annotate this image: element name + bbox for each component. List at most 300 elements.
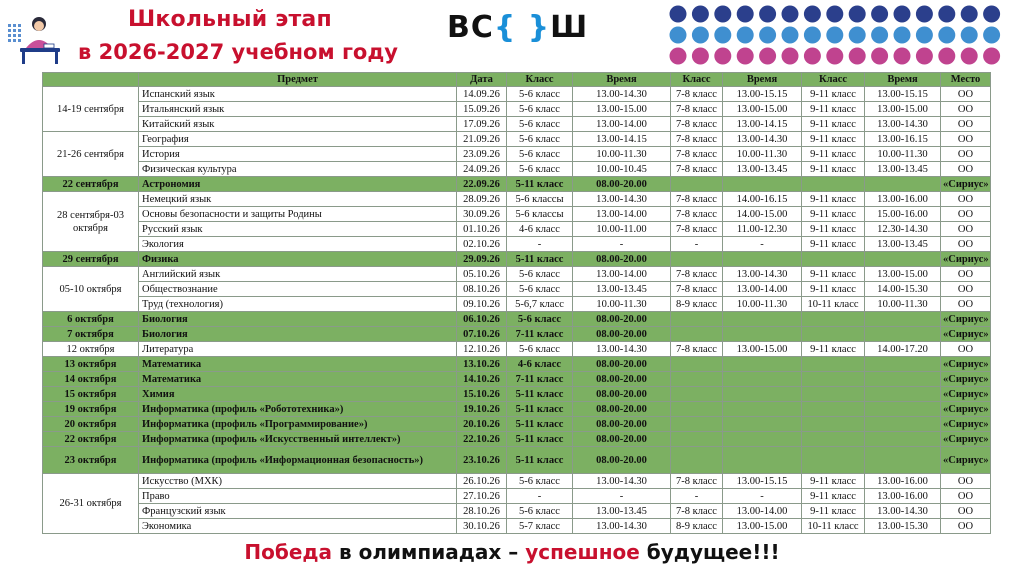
col-header: Класс: [671, 73, 723, 87]
vsosh-logo: [447, 10, 588, 45]
table-row: [43, 417, 991, 432]
table-row: [43, 132, 991, 147]
decorative-dot: [871, 48, 888, 65]
date-cell: 30.09.26: [457, 207, 507, 222]
c3-cell: 9-11 класс: [802, 192, 865, 207]
t3-cell: [865, 177, 941, 192]
table-row: [43, 402, 991, 417]
t1-cell: 13.00-14.15: [573, 132, 671, 147]
c2-cell: 7-8 класс: [671, 147, 723, 162]
place-cell: «Сириус»: [941, 177, 991, 192]
c3-cell: 9-11 класс: [802, 132, 865, 147]
place-cell: ОО: [941, 147, 991, 162]
date-cell: 02.10.26: [457, 237, 507, 252]
c1-cell: 5-11 класс: [507, 177, 573, 192]
t3-cell: 10.00-11.30: [865, 147, 941, 162]
c3-cell: [802, 447, 865, 474]
t2-cell: 13.00-14.00: [723, 504, 802, 519]
place-cell: «Сириус»: [941, 357, 991, 372]
place-cell: ОО: [941, 504, 991, 519]
t3-cell: [865, 372, 941, 387]
table-row: [43, 447, 991, 474]
logo-text-left: ВС: [447, 10, 494, 45]
t2-cell: [723, 402, 802, 417]
c3-cell: [802, 402, 865, 417]
date-cell: 22.10.26: [457, 432, 507, 447]
c1-cell: 5-11 класс: [507, 402, 573, 417]
decorative-dot: [849, 27, 866, 44]
table-row: [43, 207, 991, 222]
date-cell: 14.09.26: [457, 87, 507, 102]
t3-cell: 10.00-11.30: [865, 297, 941, 312]
logo-text-right: Ш: [550, 10, 589, 45]
place-cell: «Сириус»: [941, 252, 991, 267]
t3-cell: 13.00-15.00: [865, 267, 941, 282]
decorative-dot: [961, 27, 978, 44]
c1-cell: 5-6 класс: [507, 474, 573, 489]
c2-cell: 7-8 класс: [671, 267, 723, 282]
decorative-dot: [737, 48, 754, 65]
decorative-dot: [938, 27, 955, 44]
c2-cell: 8-9 класс: [671, 297, 723, 312]
period-cell: 22 сентября: [43, 177, 139, 192]
c3-cell: 10-11 класс: [802, 519, 865, 534]
subject-cell: Биология: [139, 312, 457, 327]
subject-cell: География: [139, 132, 457, 147]
t3-cell: [865, 327, 941, 342]
period-cell: 14-19 сентября: [43, 87, 139, 132]
period-cell: 23 октября: [43, 447, 139, 474]
c3-cell: [802, 372, 865, 387]
decorative-dot: [670, 6, 687, 23]
t1-cell: 08.00-20.00: [573, 327, 671, 342]
place-cell: ОО: [941, 342, 991, 357]
c2-cell: 7-8 класс: [671, 102, 723, 117]
c3-cell: 10-11 класс: [802, 297, 865, 312]
t1-cell: 13.00-14.00: [573, 207, 671, 222]
slogan-part: Победа: [244, 540, 333, 564]
t3-cell: [865, 402, 941, 417]
decorative-dot: [692, 48, 709, 65]
date-cell: 23.09.26: [457, 147, 507, 162]
period-cell: 20 октября: [43, 417, 139, 432]
subject-cell: Обществознание: [139, 282, 457, 297]
c2-cell: [671, 357, 723, 372]
t2-cell: 13.00-15.00: [723, 519, 802, 534]
t3-cell: [865, 432, 941, 447]
c2-cell: 7-8 класс: [671, 222, 723, 237]
t2-cell: 13.00-15.15: [723, 87, 802, 102]
table-row: [43, 222, 991, 237]
c3-cell: 9-11 класс: [802, 267, 865, 282]
decorative-dot: [714, 27, 731, 44]
t1-cell: 13.00-14.30: [573, 519, 671, 534]
c1-cell: 5-6 класс: [507, 504, 573, 519]
period-cell: 15 октября: [43, 387, 139, 402]
c2-cell: 7-8 класс: [671, 207, 723, 222]
table-row: [43, 387, 991, 402]
t1-cell: 08.00-20.00: [573, 432, 671, 447]
c2-cell: -: [671, 237, 723, 252]
decorative-dot: [849, 6, 866, 23]
date-cell: 15.09.26: [457, 102, 507, 117]
table-row: [43, 519, 991, 534]
decorative-dot: [759, 6, 776, 23]
date-cell: 14.10.26: [457, 372, 507, 387]
t2-cell: -: [723, 489, 802, 504]
t1-cell: 10.00-11.30: [573, 297, 671, 312]
t1-cell: 10.00-11.30: [573, 147, 671, 162]
t1-cell: 13.00-15.00: [573, 102, 671, 117]
t1-cell: 10.00-11.00: [573, 222, 671, 237]
subject-cell: Французский язык: [139, 504, 457, 519]
place-cell: «Сириус»: [941, 417, 991, 432]
col-header: Время: [723, 73, 802, 87]
c1-cell: -: [507, 237, 573, 252]
table-row: [43, 312, 991, 327]
c3-cell: 9-11 класс: [802, 342, 865, 357]
subject-cell: Труд (технология): [139, 297, 457, 312]
table-row: [43, 474, 991, 489]
decorative-dot: [670, 27, 687, 44]
period-cell: 14 октября: [43, 372, 139, 387]
t3-cell: 13.00-16.00: [865, 192, 941, 207]
logo-braces: { }: [493, 10, 551, 45]
decorative-dot: [782, 48, 799, 65]
c1-cell: 5-6,7 класс: [507, 297, 573, 312]
decorative-dots: [668, 5, 1008, 67]
t3-cell: 14.00-17.20: [865, 342, 941, 357]
place-cell: ОО: [941, 207, 991, 222]
decorative-dot: [983, 6, 1000, 23]
page-subtitle: в 2026-2027 учебном году: [78, 40, 398, 64]
c1-cell: 5-6 класс: [507, 147, 573, 162]
c3-cell: [802, 177, 865, 192]
date-cell: 23.10.26: [457, 447, 507, 474]
c1-cell: -: [507, 489, 573, 504]
t3-cell: 15.00-16.00: [865, 207, 941, 222]
c2-cell: [671, 432, 723, 447]
t3-cell: 14.00-15.30: [865, 282, 941, 297]
date-cell: 17.09.26: [457, 117, 507, 132]
date-cell: 07.10.26: [457, 327, 507, 342]
t1-cell: 08.00-20.00: [573, 252, 671, 267]
c2-cell: [671, 447, 723, 474]
c3-cell: 9-11 класс: [802, 207, 865, 222]
t2-cell: [723, 432, 802, 447]
c3-cell: 9-11 класс: [802, 237, 865, 252]
date-cell: 22.09.26: [457, 177, 507, 192]
t2-cell: 14.00-15.00: [723, 207, 802, 222]
t3-cell: [865, 447, 941, 474]
t1-cell: 13.00-14.30: [573, 192, 671, 207]
c1-cell: 5-6 класс: [507, 267, 573, 282]
table-row: [43, 489, 991, 504]
subject-cell: Химия: [139, 387, 457, 402]
place-cell: «Сириус»: [941, 402, 991, 417]
t1-cell: 13.00-14.30: [573, 342, 671, 357]
place-cell: «Сириус»: [941, 432, 991, 447]
c2-cell: 7-8 класс: [671, 474, 723, 489]
col-header: Время: [865, 73, 941, 87]
t3-cell: 12.30-14.30: [865, 222, 941, 237]
place-cell: ОО: [941, 267, 991, 282]
decorative-dot: [782, 6, 799, 23]
decorative-dot: [894, 6, 911, 23]
t2-cell: 10.00-11.30: [723, 297, 802, 312]
c3-cell: 9-11 класс: [802, 147, 865, 162]
period-cell: 6 октября: [43, 312, 139, 327]
col-header: Время: [573, 73, 671, 87]
t3-cell: [865, 417, 941, 432]
page-title: Школьный этап: [128, 7, 332, 32]
date-cell: 26.10.26: [457, 474, 507, 489]
t2-cell: 13.00-15.15: [723, 474, 802, 489]
decorative-dot: [826, 6, 843, 23]
table-row: [43, 117, 991, 132]
decorative-dot: [894, 27, 911, 44]
period-cell: 28 сентября-03 октября: [43, 192, 139, 252]
decorative-dot: [916, 48, 933, 65]
t1-cell: 13.00-13.45: [573, 504, 671, 519]
date-cell: 21.09.26: [457, 132, 507, 147]
t1-cell: -: [573, 489, 671, 504]
c1-cell: 5-11 класс: [507, 417, 573, 432]
decorative-dot: [782, 27, 799, 44]
table-row: [43, 192, 991, 207]
t2-cell: 10.00-11.30: [723, 147, 802, 162]
table-row: [43, 147, 991, 162]
t3-cell: 13.00-16.00: [865, 489, 941, 504]
c2-cell: [671, 372, 723, 387]
c1-cell: 4-6 класс: [507, 222, 573, 237]
t2-cell: [723, 312, 802, 327]
t2-cell: -: [723, 237, 802, 252]
t2-cell: [723, 387, 802, 402]
c3-cell: 9-11 класс: [802, 87, 865, 102]
table-header-row: [43, 73, 991, 87]
decorative-dot: [692, 27, 709, 44]
decorative-dot: [826, 48, 843, 65]
subject-cell: Физическая культура: [139, 162, 457, 177]
decorative-dot: [692, 6, 709, 23]
subject-cell: Информатика (профиль «Искусственный интеллект»): [139, 432, 457, 447]
table-row: [43, 237, 991, 252]
t3-cell: 13.00-14.30: [865, 504, 941, 519]
subject-cell: Литература: [139, 342, 457, 357]
table-row: [43, 297, 991, 312]
subject-cell: Немецкий язык: [139, 192, 457, 207]
period-cell: 7 октября: [43, 327, 139, 342]
c2-cell: 7-8 класс: [671, 192, 723, 207]
t2-cell: [723, 327, 802, 342]
c3-cell: 9-11 класс: [802, 222, 865, 237]
c2-cell: [671, 312, 723, 327]
c1-cell: 5-6 класс: [507, 282, 573, 297]
subject-cell: Русский язык: [139, 222, 457, 237]
subject-cell: История: [139, 147, 457, 162]
date-cell: 30.10.26: [457, 519, 507, 534]
t2-cell: 13.00-13.45: [723, 162, 802, 177]
table-row: [43, 252, 991, 267]
decorative-dot: [871, 6, 888, 23]
c1-cell: 5-6 класс: [507, 162, 573, 177]
c3-cell: [802, 387, 865, 402]
subject-cell: Экономика: [139, 519, 457, 534]
table-row: [43, 162, 991, 177]
subject-cell: Биология: [139, 327, 457, 342]
date-cell: 28.09.26: [457, 192, 507, 207]
c2-cell: [671, 417, 723, 432]
subject-cell: Право: [139, 489, 457, 504]
date-cell: 19.10.26: [457, 402, 507, 417]
c2-cell: 7-8 класс: [671, 117, 723, 132]
t1-cell: 08.00-20.00: [573, 312, 671, 327]
t1-cell: 08.00-20.00: [573, 417, 671, 432]
t1-cell: 08.00-20.00: [573, 372, 671, 387]
place-cell: ОО: [941, 87, 991, 102]
place-cell: ОО: [941, 102, 991, 117]
t3-cell: 13.00-16.15: [865, 132, 941, 147]
footer-slogan: [0, 540, 1024, 564]
subject-cell: Математика: [139, 357, 457, 372]
place-cell: «Сириус»: [941, 312, 991, 327]
table-row: [43, 177, 991, 192]
period-cell: 22 октября: [43, 432, 139, 447]
decorative-dot: [670, 48, 687, 65]
period-cell: 21-26 сентября: [43, 132, 139, 177]
t1-cell: 10.00-10.45: [573, 162, 671, 177]
table-row: [43, 372, 991, 387]
place-cell: ОО: [941, 297, 991, 312]
c1-cell: 5-11 класс: [507, 387, 573, 402]
decorative-dot: [916, 27, 933, 44]
c3-cell: 9-11 класс: [802, 102, 865, 117]
period-cell: 13 октября: [43, 357, 139, 372]
t1-cell: 13.00-14.30: [573, 87, 671, 102]
c2-cell: 7-8 класс: [671, 342, 723, 357]
period-cell: 19 октября: [43, 402, 139, 417]
decorative-dot: [983, 27, 1000, 44]
t3-cell: 13.00-13.45: [865, 162, 941, 177]
c3-cell: 9-11 класс: [802, 162, 865, 177]
date-cell: 12.10.26: [457, 342, 507, 357]
table-row: [43, 342, 991, 357]
decorative-dot: [804, 6, 821, 23]
t3-cell: 13.00-15.30: [865, 519, 941, 534]
table-row: [43, 432, 991, 447]
decorative-dot: [737, 6, 754, 23]
decorative-dot: [961, 6, 978, 23]
t2-cell: [723, 177, 802, 192]
subject-cell: Астрономия: [139, 177, 457, 192]
c2-cell: [671, 387, 723, 402]
col-header: Класс: [802, 73, 865, 87]
t1-cell: 13.00-14.00: [573, 117, 671, 132]
decorative-dot: [826, 27, 843, 44]
c1-cell: 5-7 класс: [507, 519, 573, 534]
place-cell: «Сириус»: [941, 447, 991, 474]
c1-cell: 5-6 классы: [507, 207, 573, 222]
place-cell: ОО: [941, 282, 991, 297]
decorative-dot: [938, 6, 955, 23]
t1-cell: 08.00-20.00: [573, 177, 671, 192]
subject-cell: Физика: [139, 252, 457, 267]
subject-cell: Математика: [139, 372, 457, 387]
place-cell: ОО: [941, 222, 991, 237]
table-row: [43, 267, 991, 282]
slogan-part: будущее!!!: [639, 540, 780, 564]
subject-cell: Экология: [139, 237, 457, 252]
t3-cell: [865, 312, 941, 327]
date-cell: 29.09.26: [457, 252, 507, 267]
c2-cell: 7-8 класс: [671, 282, 723, 297]
decorative-dot: [916, 6, 933, 23]
t2-cell: 14.00-16.15: [723, 192, 802, 207]
decorative-dot: [804, 27, 821, 44]
table-row: [43, 102, 991, 117]
t1-cell: 08.00-20.00: [573, 402, 671, 417]
c1-cell: 5-11 класс: [507, 432, 573, 447]
period-cell: 29 сентября: [43, 252, 139, 267]
col-header: Класс: [507, 73, 573, 87]
decorative-dot: [938, 48, 955, 65]
c3-cell: [802, 312, 865, 327]
table-row: [43, 504, 991, 519]
t1-cell: 08.00-20.00: [573, 387, 671, 402]
place-cell: ОО: [941, 192, 991, 207]
place-cell: ОО: [941, 162, 991, 177]
t3-cell: [865, 387, 941, 402]
place-cell: «Сириус»: [941, 387, 991, 402]
date-cell: 08.10.26: [457, 282, 507, 297]
decorative-dot: [894, 48, 911, 65]
t1-cell: 13.00-13.45: [573, 282, 671, 297]
subject-cell: Информатика (профиль «Программирование»): [139, 417, 457, 432]
t2-cell: 13.00-15.00: [723, 342, 802, 357]
period-cell: 05-10 октября: [43, 267, 139, 312]
place-cell: «Сириус»: [941, 327, 991, 342]
c1-cell: 5-6 класс: [507, 87, 573, 102]
c1-cell: 4-6 класс: [507, 357, 573, 372]
schedule-table: [42, 72, 991, 534]
decorative-dot: [961, 48, 978, 65]
t2-cell: [723, 357, 802, 372]
table-row: [43, 87, 991, 102]
place-cell: ОО: [941, 117, 991, 132]
t1-cell: -: [573, 237, 671, 252]
t2-cell: 13.00-14.15: [723, 117, 802, 132]
decorative-dot: [714, 48, 731, 65]
t3-cell: 13.00-14.30: [865, 117, 941, 132]
t2-cell: 13.00-14.30: [723, 267, 802, 282]
col-header: Место: [941, 73, 991, 87]
c1-cell: 5-11 класс: [507, 447, 573, 474]
c2-cell: 7-8 класс: [671, 162, 723, 177]
decorative-dot: [804, 48, 821, 65]
subject-cell: Основы безопасности и защиты Родины: [139, 207, 457, 222]
c3-cell: [802, 432, 865, 447]
slogan-part: успешное: [525, 540, 640, 564]
table-row: [43, 327, 991, 342]
c1-cell: 5-6 класс: [507, 342, 573, 357]
c2-cell: [671, 177, 723, 192]
teacher-icon: [6, 8, 68, 66]
c2-cell: [671, 327, 723, 342]
c2-cell: -: [671, 489, 723, 504]
t1-cell: 08.00-20.00: [573, 357, 671, 372]
c3-cell: 9-11 класс: [802, 489, 865, 504]
